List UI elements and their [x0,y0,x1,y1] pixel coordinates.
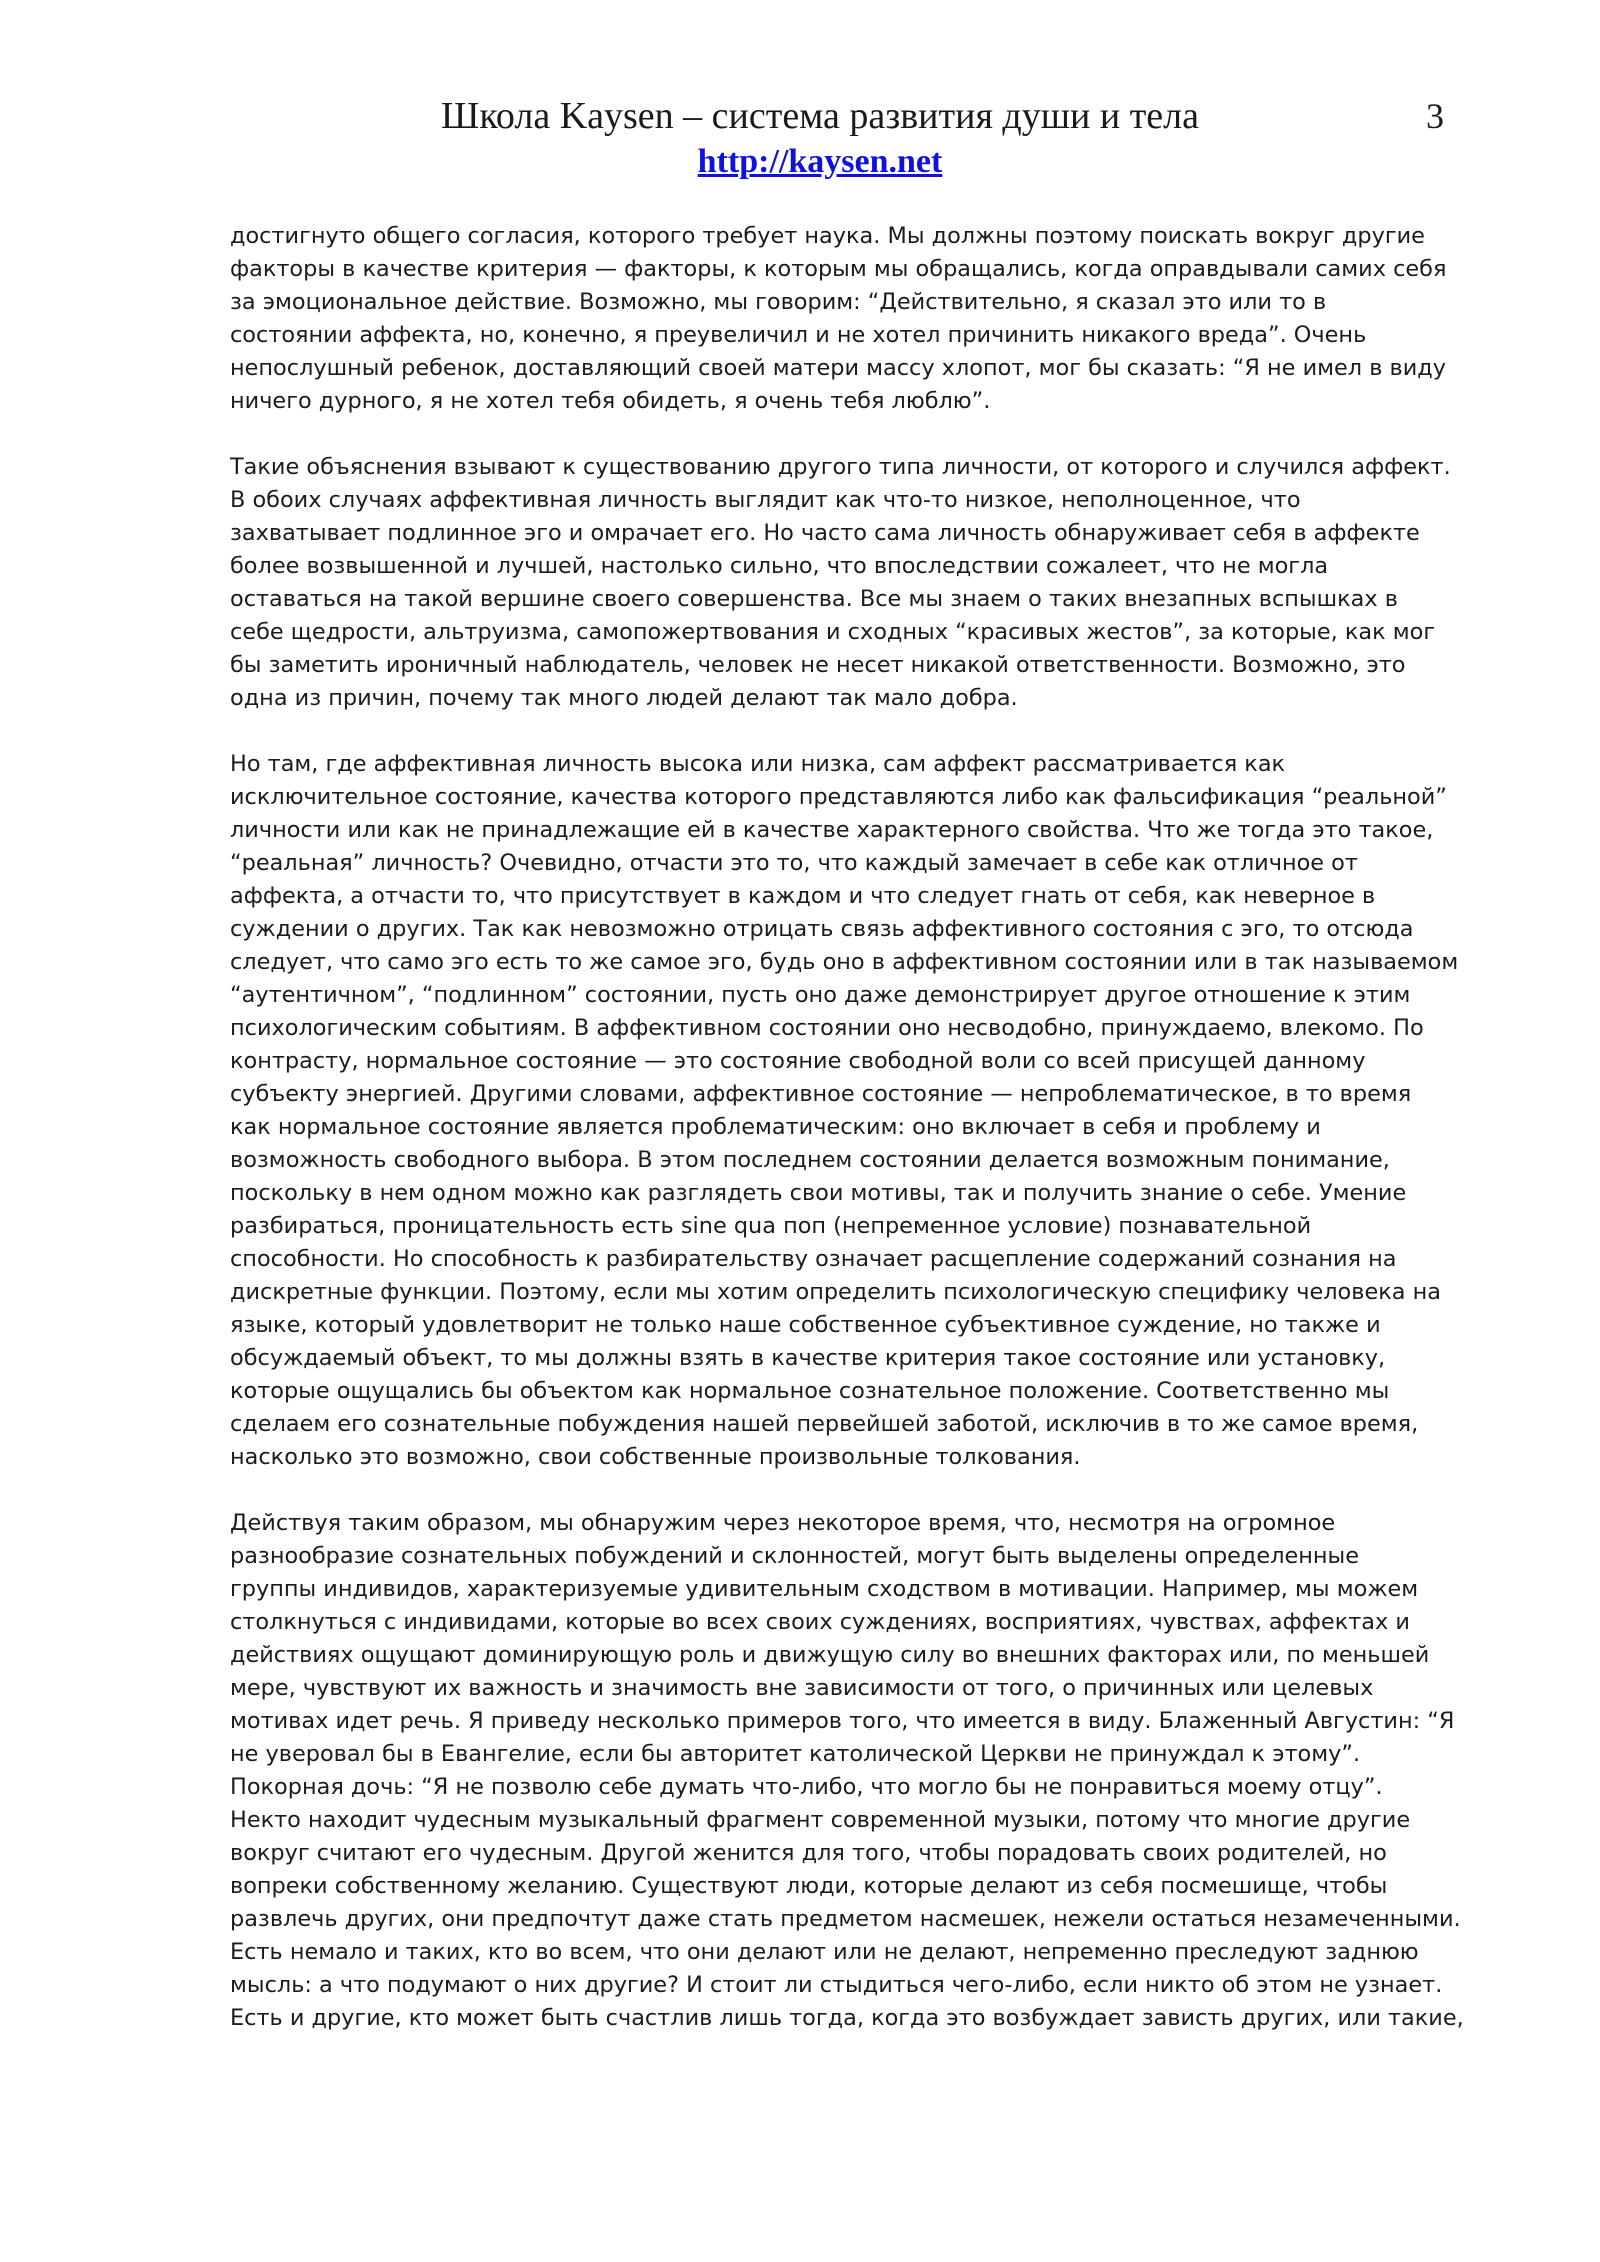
paragraph [230,451,1456,715]
text-line: одна из причин, почему так много людей делают так мало добра. [230,685,1018,711]
text-line: аффекта, а отчасти то, что присутствует в каждом и что следует гнать от себя, как неверное в [230,883,1376,909]
text-line: разнообразие сознательных побуждений и склонностей, могут быть выделены определенные [230,1543,1360,1569]
text-line: личности или как не принадлежащие ей в качестве характерного свойства. Что же тогда это такое, [230,817,1434,843]
paragraph [230,220,1456,418]
text-line: более возвышенной и лучшей, настолько сильно, что впоследствии сожалеет, что не могла [230,553,1329,579]
site-link[interactable]: http://kaysen.net [697,143,943,180]
text-line: вокруг считают его чудесным. Другой женится для того, чтобы порадовать своих родителей, но [230,1840,1387,1866]
text-line: Есть и другие, кто может быть счастлив лишь тогда, когда это возбуждает зависть других, или такие, [230,2005,1464,2031]
text-line: Некто находит чудесным музыкальный фрагмент современной музыки, потому что многие другие [230,1807,1411,1833]
text-line: захватывает подлинное эго и омрачает его. Но часто сама личность обнаруживает себя в аффекте [230,520,1420,546]
text-line: способности. Но способность к разбирательству означает расщепление содержаний сознания на [230,1246,1397,1272]
text-line: “реальная” личность? Очевидно, отчасти это то, что каждый замечает в себе как отличное от [230,850,1358,876]
text-line: вопреки собственному желанию. Существуют люди, которые делают из себя посмешище, чтобы [230,1873,1388,1899]
text-line: мере, чувствуют их важность и значимость вне зависимости от того, о причинных или целевых [230,1675,1374,1701]
text-line: языке, который удовлетворит не только наше собственное субъективное суждение, но также и [230,1312,1381,1338]
page-number: 3 [1426,96,1444,136]
text-line: развлечь других, они предпочтут даже стать предметом насмешек, нежели остаться незамеченными. [230,1906,1461,1932]
text-line: мотивах идет речь. Я приведу несколько примеров того, что имеется в виду. Блаженный Августин: “Я [230,1708,1455,1734]
text-line: обсуждаемый объект, то мы должны взять в качестве критерия такое состояние или установку, [230,1345,1386,1371]
text-line: суждении о других. Так как невозможно отрицать связь аффективного состояния с эго, то отсюда [230,916,1414,942]
text-line: Действуя таким образом, мы обнаружим через некоторое время, что, несмотря на огромное [230,1510,1336,1536]
text-line: как нормальное состояние является проблематическим: оно включает в себя и проблему и [230,1114,1321,1140]
paragraph [230,748,1459,1474]
text-line: сделаем его сознательные побуждения нашей первейшей заботой, исключив в то же самое время, [230,1411,1419,1437]
text-line: за эмоциональное действие. Возможно, мы говорим: “Действительно, я сказал это или то в [230,289,1327,315]
paragraph [230,1507,1464,2035]
text-line: достигнуто общего согласия, которого требует наука. Мы должны поэтому поискать вокруг другие [230,223,1425,249]
document-body [230,220,1464,2068]
text-line: мысль: а что подумают о них другие? И стоит ли стыдиться чего-либо, если никто об этом не узнает. [230,1972,1443,1998]
text-line: состоянии аффекта, но, конечно, я преувеличил и не хотел причинить никакого вреда”. Очень [230,322,1367,348]
text-line: возможность свободного выбора. В этом последнем состоянии делается возможным понимание, [230,1147,1390,1173]
text-line: ничего дурного, я не хотел тебя обидеть, я очень тебя люблю”. [230,388,991,414]
text-line: субъекту энергией. Другими словами, аффективное состояние — непроблематическое, в то время [230,1081,1412,1107]
text-line: “аутентичном”, “подлинном” состоянии, пусть оно даже демонстрирует другое отношение к этим [230,982,1411,1008]
text-line: Покорная дочь: “Я не позволю себе думать что-либо, что могло бы не понравиться моему отцу”. [230,1774,1383,1800]
text-line: группы индивидов, характеризуемые удивительным сходством в мотивации. Например, мы можем [230,1576,1419,1602]
text-line: оставаться на такой вершине своего совершенства. Все мы знаем о таких внезапных вспышках в [230,586,1398,612]
text-line: Есть немало и таких, кто во всем, что они делают или не делают, непременно преследуют заднюю [230,1939,1419,1965]
text-line: дискретные функции. Поэтому, если мы хотим определить психологическую специфику человека на [230,1279,1441,1305]
text-line: исключительное состояние, качества которого представляются либо как фальсификация “реальной” [230,784,1447,810]
text-line: которые ощущались бы объектом как нормальное сознательное положение. Соответственно мы [230,1378,1390,1404]
header-title: Школа Kaysen – система развития души и тела [441,95,1199,137]
text-line: контрасту, нормальное состояние — это состояние свободной воли со всей присущей данному [230,1048,1366,1074]
text-line: Такие объяснения взывают к существованию другого типа личности, от которого и случился аффект. [230,454,1451,480]
text-line: В обоих случаях аффективная личность выглядит как что-то низкое, неполноценное, что [230,487,1301,513]
text-line: поскольку в нем одном можно как разглядеть свои мотивы, так и получить знание о себе. Умение [230,1180,1407,1206]
text-line: столкнуться с индивидами, которые во всех своих суждениях, восприятиях, чувствах, аффектах и [230,1609,1410,1635]
text-line: Но там, где аффективная личность высока или низка, сам аффект рассматривается как [230,751,1286,777]
text-line: психологическим событиям. В аффективном состоянии оно несводобно, принуждаемо, влекомо. По [230,1015,1424,1041]
text-line: насколько это возможно, свои собственные произвольные толкования. [230,1444,1081,1470]
text-line: непослушный ребенок, доставляющий своей матери массу хлопот, мог бы сказать: “Я не имел в виду [230,355,1447,381]
text-line: себе щедрости, альтруизма, самопожертвования и сходных “красивых жестов”, за которые, как мог [230,619,1436,645]
text-line: следует, что само эго есть то же самое эго, будь оно в аффективном состоянии или в так называемом [230,949,1459,975]
text-line: не уверовал бы в Евангелие, если бы авторитет католической Церкви не принуждал к этому”. [230,1741,1361,1767]
text-line: разбираться, проницательность есть sine qua поп (непременное условие) познавательной [230,1213,1312,1239]
text-line: действиях ощущают доминирующую роль и движущую силу во внешних факторах или, по меньшей [230,1642,1430,1668]
text-line: бы заметить ироничный наблюдатель, человек не несет никакой ответственности. Возможно, это [230,652,1406,678]
header-link-line [0,140,1600,184]
text-line: факторы в качестве критерия — факторы, к которым мы обращались, когда оправдывали самих себя [230,256,1447,282]
